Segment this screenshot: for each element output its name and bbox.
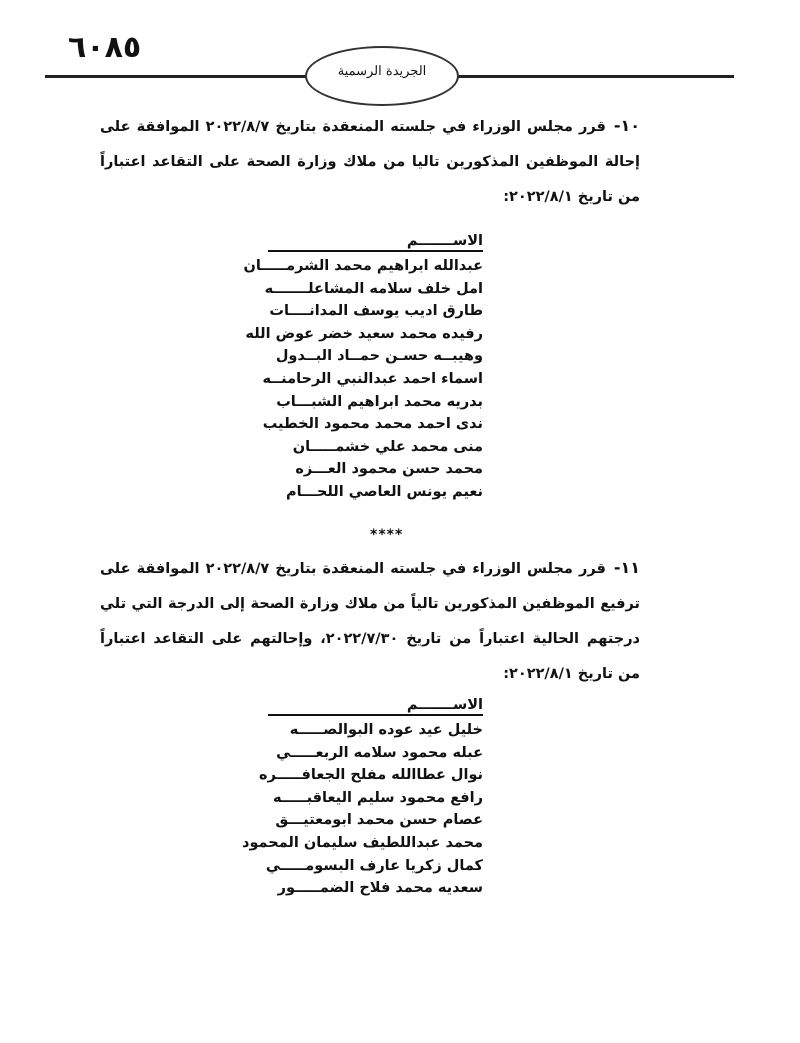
- header-rule-left: [45, 75, 307, 78]
- name-row: خليل عيد عوده البوالصـــــه: [289, 722, 483, 738]
- decision-text: قرر مجلس الوزراء في جلسته المنعقدة بتاريخ ٢٠٢٢/٨/٧ الموافقة على إحالة الموظفين المذكورين تاليا من ملاك وزارة الصحة على التقاعد اعتباراً من تاريخ ٢٠٢٢/٨/١:: [100, 119, 640, 205]
- decision-number: ١١-: [613, 558, 640, 577]
- page-number: ٦٠٨٥: [68, 30, 142, 65]
- name-row: نعيم يونس العاصي اللحـــام: [286, 483, 483, 500]
- name-row: عبدالله ابراهيم محمد الشرمـــــان: [243, 258, 483, 274]
- name-row: رفيده محمد سعيد خضر عوض الله: [245, 325, 483, 342]
- name-row: محمد عبداللطيف سليمان المحمود: [242, 834, 483, 851]
- name-row: عصام حسن محمد ابومعتيـــق: [275, 812, 483, 829]
- gazette-header-emblem: [305, 46, 459, 106]
- name-row: بدريه محمد ابراهيم الشبـــاب: [276, 393, 483, 410]
- name-row: عبله محمود سلامه الربعـــــي: [276, 744, 483, 761]
- names-list-10: [243, 232, 483, 504]
- names-header: الاســـــــم: [268, 696, 483, 716]
- names-header: الاســـــــم: [268, 232, 483, 252]
- name-row: منى محمد علي خشمـــــان: [292, 438, 483, 455]
- name-row: ندى احمد محمد محمود الخطيب: [262, 416, 483, 433]
- decision-paragraph-11: [100, 550, 640, 692]
- name-row: وهيبــه حسـن حمــاد البــدول: [275, 348, 483, 365]
- name-row: اسماء احمد عبدالنبي الرحامنــه: [262, 370, 483, 387]
- name-row: نوال عطاالله مفلح الجعافـــــره: [259, 767, 483, 784]
- name-row: طارق اديب يوسف المدانــــات: [269, 303, 483, 320]
- name-row: محمد حسن محمود العـــزه: [295, 461, 483, 478]
- decision-text: قرر مجلس الوزراء في جلسته المنعقدة بتاريخ ٢٠٢٢/٨/٧ الموافقة على ترفيع الموظفين المذكورين تالياً من ملاك وزارة الصحة إلى الدرجة التي تلي درجتهم الحالية اعتباراً من تاريخ ٢٠٢٢/٧/٣٠، وإحالتهم على التقاعد اعتباراً من تاريخ ٢٠٢٢/٨/١:: [100, 561, 640, 682]
- section-separator: ****: [370, 527, 404, 543]
- header-rule-right: [458, 75, 734, 78]
- names-list-11: [242, 696, 483, 900]
- gazette-title: الجريدة الرسمية: [337, 63, 427, 79]
- decision-paragraph-10: [100, 108, 640, 215]
- decision-number: ١٠-: [613, 116, 640, 135]
- name-row: سعديه محمد فلاح الضمـــــور: [277, 880, 483, 897]
- name-row: امل خلف سلامه المشاعلـــــــه: [264, 280, 483, 297]
- name-row: رافع محمود سليم اليعاقبـــــه: [273, 789, 483, 806]
- name-row: كمال زكريا عارف البسومـــــي: [265, 857, 483, 874]
